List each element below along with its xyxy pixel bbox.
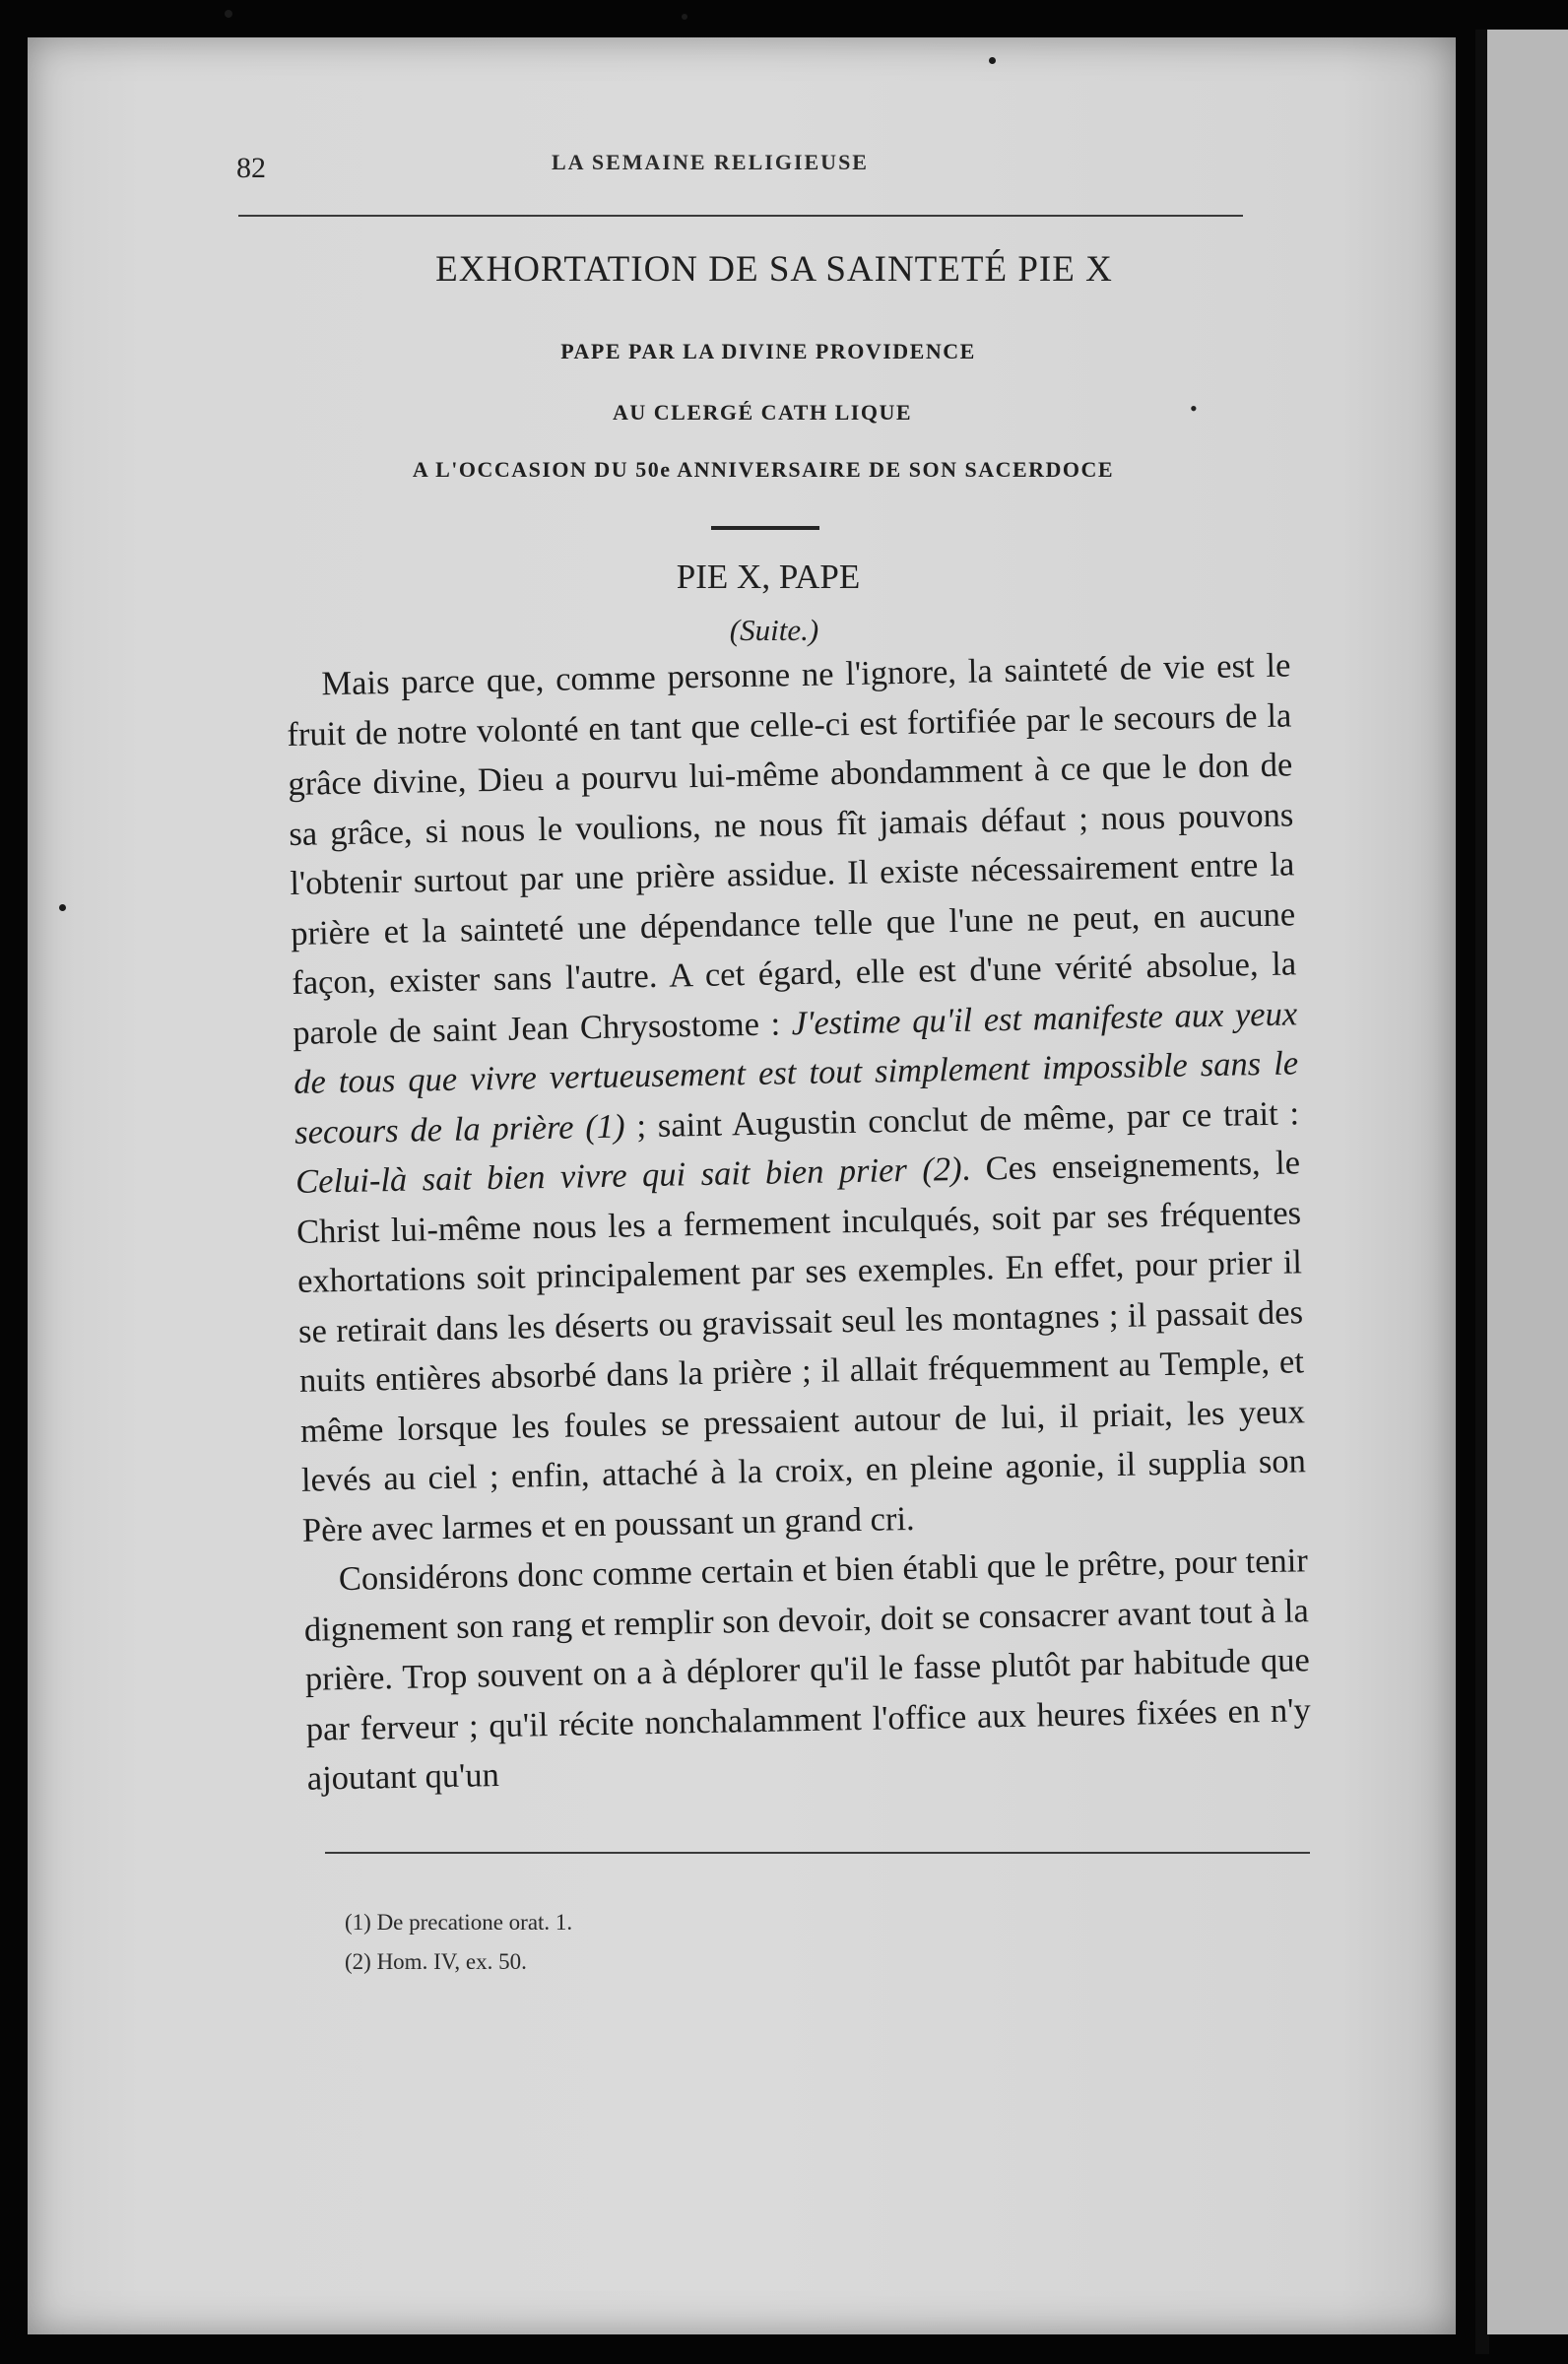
- body-text: [286, 640, 1312, 1804]
- subtitle-line-3: A L'OCCASION DU 50e ANNIVERSAIRE DE SON SACERDOCE: [412, 457, 1115, 482]
- quote-augustin: Celui-là sait bien vivre qui sait bien prier (2): [294, 1149, 962, 1201]
- paragraph-1-text-a: Mais parce que, comme personne ne l'ignore, la sainteté de vie est le fruit de notre volonté en tant que celle-ci est fortifiée par le secours de la grâce divine, Dieu a pourvu lui-même abondamment à ce que le don de sa grâce, si nous le voulions, ne nous fît jamais défaut ; nous pouvons l'obtenir surtout par une prière assidue. Il existe nécessairement entre la prière et la sainteté une dépendance telle que l'une ne peut, en aucune façon, exister sans l'autre. A cet égard, elle est d'une vérité absolue, la parole de saint Jean Chrysostome :: [287, 646, 1297, 1052]
- stray-mark: •: [1190, 396, 1198, 421]
- footnotes: [345, 1903, 572, 1982]
- subtitle-line-1: PAPE PAR LA DIVINE PROVIDENCE: [560, 339, 976, 363]
- quote-chrysostome: J'estime qu'il est manifeste aux yeux de tous que vivre vertueusement est tout simplement impossible sans le secours de la prière (1): [293, 994, 1299, 1151]
- paragraph-1: [286, 640, 1307, 1554]
- paragraph-1-text-b: ; saint Augustin conclut de même, par ce trait :: [624, 1093, 1300, 1145]
- author-heading: PIE X, PAPE: [676, 558, 861, 596]
- running-title: LA SEMAINE RELIGIEUSE: [552, 150, 869, 174]
- dust-speck: [682, 14, 687, 20]
- running-head: [236, 134, 1251, 183]
- section-divider: [711, 526, 819, 530]
- header-rule: [238, 215, 1243, 217]
- document-title: EXHORTATION DE SA SAINTETÉ PIE X: [435, 249, 1113, 290]
- page-number: 82: [236, 152, 266, 184]
- adjacent-page-edge: [1487, 30, 1568, 2334]
- dust-speck: [225, 10, 232, 18]
- footnote-rule: [325, 1852, 1310, 1854]
- subtitle-line-2: AU CLERGÉ CATH LIQUE: [612, 400, 913, 425]
- footnote-1: (1) De precatione orat. 1.: [345, 1910, 573, 1935]
- dust-speck: [989, 57, 996, 64]
- continuation-note: (Suite.): [729, 613, 819, 647]
- footnote-2: (2) Hom. IV, ex. 50.: [345, 1949, 527, 1974]
- paragraph-1-text-c: . Ces enseignements, le Christ lui-même nous les a fermement inculqués, soit par ses fréquentes exhortations soit principalement par ses exemples. En effet, pour prier il se retirait dans les déserts ou gravissait seul les montagnes ; il passait des nuits entières absorbé dans la prière ; il allait fréquemment au Temple, et même lorsque les foules se pressaient autour de lui, il priait, les yeux levés au ciel ; enfin, attaché à la croix, en pleine agonie, il supplia son Père avec larmes et en poussant un grand cri.: [295, 1144, 1307, 1549]
- paragraph-2: Considérons donc comme certain et bien établi que le prêtre, pour tenir dignement son rang et remplir son devoir, doit se consacrer avant tout à la prière. Trop souvent on a à déplorer qu'il le fasse plutôt par habitude que par ferveur ; qu'il récite nonchalamment l'office aux heures fixées en n'y ajoutant qu'un: [303, 1542, 1312, 1798]
- dust-speck: [59, 904, 66, 911]
